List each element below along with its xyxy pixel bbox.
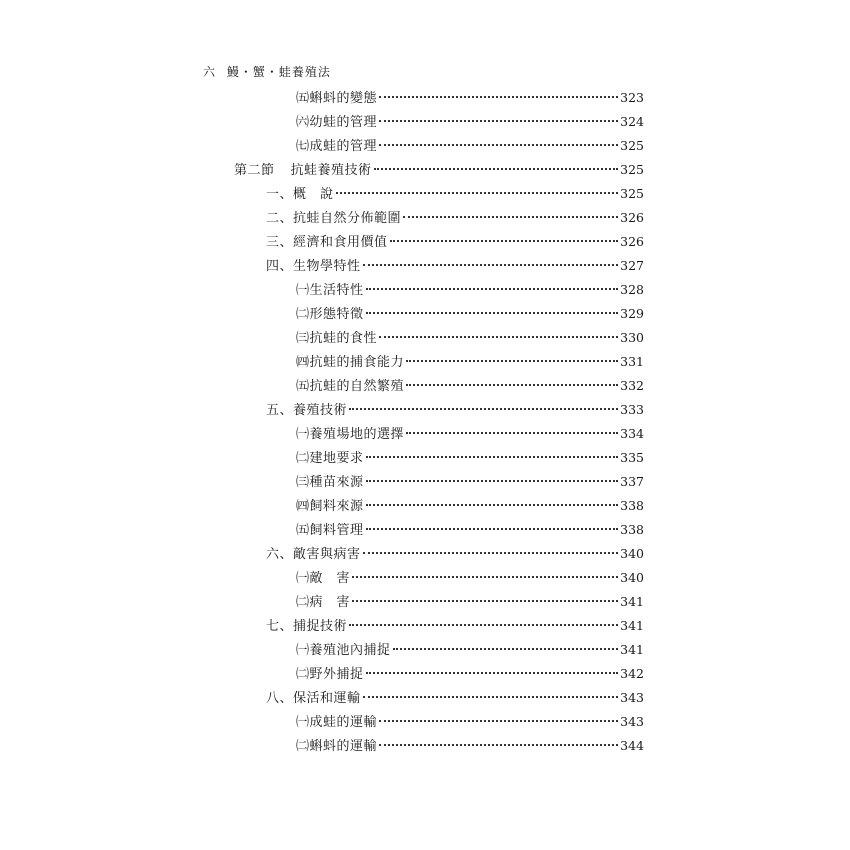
toc-entry-label: ㈡建地要求	[296, 451, 364, 466]
toc-entry-page: 335	[620, 450, 644, 465]
dot-leader	[379, 336, 618, 338]
toc-entry	[296, 351, 644, 375]
toc-entry-label: 六、敵害與病害	[266, 547, 361, 562]
dot-leader	[352, 576, 618, 578]
toc-entry	[296, 567, 644, 591]
toc-entry-label: ㈠成蛙的運輸	[296, 715, 378, 730]
toc-entry-label: ㈣抗蛙的捕食能力	[296, 355, 405, 370]
toc-entry-label: ㈠敵 害	[296, 571, 351, 586]
toc-entry-page: 341	[620, 594, 644, 609]
toc-entry-label: ㈣飼料來源	[296, 499, 364, 514]
toc-entry-page: 325	[620, 138, 644, 153]
dot-leader	[379, 720, 618, 722]
toc-entry-label: ㈡野外捕捉	[296, 667, 364, 682]
dot-leader	[406, 360, 618, 362]
toc-entry-label: ㈡形態特徵	[296, 307, 364, 322]
toc-entry-label: 八、保活和運輸	[266, 691, 361, 706]
dot-leader	[366, 528, 619, 530]
toc-entry-label: ㈠養殖場地的選擇	[296, 427, 405, 442]
toc-entry	[266, 207, 644, 231]
dot-leader	[366, 456, 619, 458]
toc-entry	[296, 711, 644, 735]
dot-leader	[379, 744, 618, 746]
toc-entry-page: 324	[620, 114, 644, 129]
toc-entry-page: 331	[620, 354, 644, 369]
toc-entry-label: ㈦成蛙的管理	[296, 139, 378, 154]
toc-entry-page: 325	[620, 162, 644, 177]
page-number: 六	[203, 65, 217, 79]
toc-entry-page: 326	[620, 210, 644, 225]
dot-leader	[403, 216, 618, 218]
toc-entry	[266, 687, 644, 711]
section-number: 第二節	[234, 163, 275, 178]
toc-entry	[266, 543, 644, 567]
toc-entry-page: 338	[620, 498, 644, 513]
toc-entry	[296, 471, 644, 495]
toc-entry-page: 323	[620, 90, 644, 105]
dot-leader	[379, 144, 618, 146]
toc-entry	[266, 615, 644, 639]
toc-entry	[296, 303, 644, 327]
toc-entry-page: 337	[620, 474, 644, 489]
dot-leader	[336, 192, 619, 194]
toc-entry-page: 341	[620, 618, 644, 633]
toc-entry-page: 343	[620, 690, 644, 705]
dot-leader	[379, 120, 618, 122]
toc-entry-page: 329	[620, 306, 644, 321]
toc-entry-label: ㈡病 害	[296, 595, 351, 610]
dot-leader	[363, 696, 619, 698]
book-title: 鰻・蟹・蛙養殖法	[226, 65, 331, 79]
toc-entry	[296, 735, 644, 759]
toc-entry-label: 二、抗蛙自然分佈範圍	[266, 211, 402, 226]
toc-entry-label: ㈢抗蛙的食性	[296, 331, 378, 346]
dot-leader	[349, 408, 618, 410]
toc-entry-label: ㈠生活特性	[296, 283, 364, 298]
toc-entry	[266, 399, 644, 423]
toc-entry	[296, 111, 644, 135]
toc-entry-label: ㈤蝌蚪的變態	[296, 91, 378, 106]
toc-entry-page: 343	[620, 714, 644, 729]
toc-entry	[296, 135, 644, 159]
toc-entry-label: ㈤抗蛙的自然繁殖	[296, 379, 405, 394]
toc-entry-label: 三、經濟和食用價值	[266, 235, 388, 250]
toc-entry-page: 326	[620, 234, 644, 249]
toc-entry-page: 325	[620, 186, 644, 201]
toc-entry	[296, 519, 644, 543]
toc-entry	[296, 495, 644, 519]
toc-entry	[296, 447, 644, 471]
toc-entry	[296, 423, 644, 447]
dot-leader	[366, 672, 619, 674]
dot-leader	[366, 504, 619, 506]
toc-entry	[296, 279, 644, 303]
dot-leader	[406, 432, 618, 434]
toc-entry-page: 342	[620, 666, 644, 681]
dot-leader	[379, 96, 618, 98]
toc-entry	[266, 231, 644, 255]
toc-entry-label: ㈢種苗來源	[296, 475, 364, 490]
toc-entry-page: 328	[620, 282, 644, 297]
toc-entry-page: 330	[620, 330, 644, 345]
toc-section-entry	[234, 159, 644, 183]
toc-entry-page: 332	[620, 378, 644, 393]
toc-entry	[296, 87, 644, 111]
dot-leader	[366, 480, 619, 482]
toc-entry	[296, 591, 644, 615]
toc-entry-page: 341	[620, 642, 644, 657]
toc-entry	[296, 375, 644, 399]
dot-leader	[366, 288, 619, 290]
running-header	[203, 63, 331, 80]
dot-leader	[390, 240, 619, 242]
toc-entry	[266, 183, 644, 207]
toc-entry-page: 338	[620, 522, 644, 537]
toc-entry-label: 四、生物學特性	[266, 259, 361, 274]
toc-entry	[296, 639, 644, 663]
toc-entry	[296, 663, 644, 687]
toc-entry-page: 327	[620, 258, 644, 273]
dot-leader	[349, 624, 618, 626]
toc-entry-label: ㈡蝌蚪的運輸	[296, 739, 378, 754]
toc-entry-label: 抗蛙養殖技術	[290, 163, 372, 178]
dot-leader	[352, 600, 618, 602]
dot-leader	[366, 312, 619, 314]
toc-entry-page: 340	[620, 570, 644, 585]
toc-entry	[266, 255, 644, 279]
toc-entry-page: 340	[620, 546, 644, 561]
toc-entry-page: 344	[620, 738, 644, 753]
toc-entry-label: 一、概 說	[266, 187, 334, 202]
toc-entry-label: 七、捕捉技術	[266, 619, 348, 634]
dot-leader	[406, 384, 618, 386]
toc-entry-label: ㈠養殖池內捕捉	[296, 643, 391, 658]
toc-entry-label: 五、養殖技術	[266, 403, 348, 418]
dot-leader	[363, 264, 619, 266]
dot-leader	[363, 552, 619, 554]
dot-leader	[393, 648, 619, 650]
toc-entry-label: ㈥幼蛙的管理	[296, 115, 378, 130]
toc-entry-page: 334	[620, 426, 644, 441]
toc-entry-page: 333	[620, 402, 644, 417]
dot-leader	[374, 168, 619, 170]
toc-entry	[296, 327, 644, 351]
toc-entry-label: ㈤飼料管理	[296, 523, 364, 538]
